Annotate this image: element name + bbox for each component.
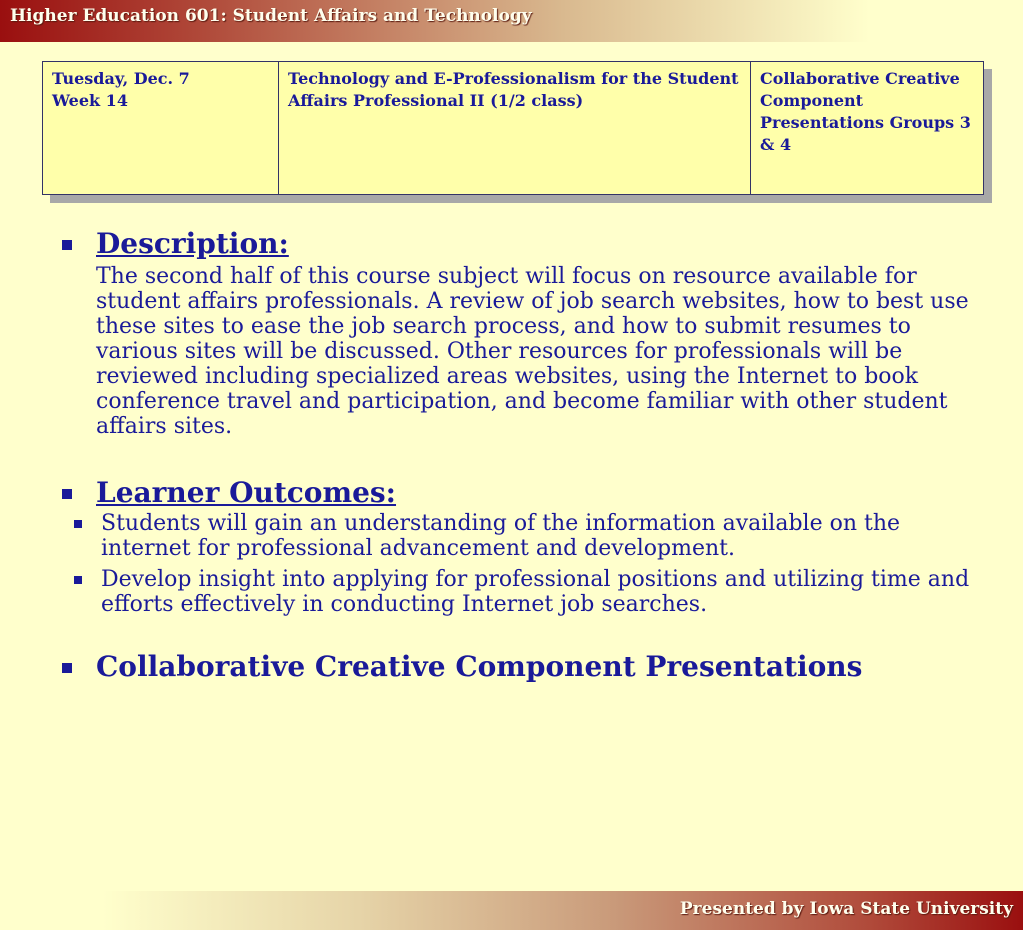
- outcome-text: Develop insight into applying for professional positions and utilizing time and efforts effectively in conducting Internet job searches.: [101, 567, 970, 617]
- learner-outcomes-section: [60, 475, 970, 617]
- header-banner: [0, 0, 1023, 42]
- square-bullet-icon: [74, 576, 82, 584]
- schedule-activity: Collaborative Creative Component Presentations Groups 3 & 4: [760, 69, 971, 154]
- schedule-date: Tuesday, Dec. 7: [52, 69, 190, 88]
- outcome-text: Students will gain an understanding of the information available on the internet for professional advancement and development.: [101, 511, 901, 561]
- schedule-date-cell: [43, 62, 279, 195]
- schedule-activity-cell: [751, 62, 984, 195]
- schedule-row: [43, 62, 984, 195]
- footer-banner: [0, 891, 1023, 930]
- footer-text: Presented by Iowa State University: [679, 899, 1013, 919]
- presentations-heading: Collaborative Creative Component Presentations: [96, 650, 863, 683]
- description-text: The second half of this course subject will focus on resource available for student affairs professionals. A review of job search websites, how to best use these sites to ease the job search process, and how to submit resumes to various sites will be discussed. Other resources for professionals will be reviewed including specialized areas websites, using the Internet to book conference travel and participation, and become familiar with other student affairs sites.: [96, 264, 969, 439]
- slide-content: [60, 226, 970, 685]
- square-bullet-icon: [74, 520, 82, 528]
- square-bullet-icon: [62, 663, 72, 673]
- learner-outcomes-heading: Learner Outcomes:: [96, 476, 397, 509]
- description-heading: Description:: [96, 227, 289, 260]
- presentations-section: [60, 649, 970, 685]
- outcome-item: [60, 511, 970, 561]
- outcome-item: [60, 567, 970, 617]
- schedule-topic-cell: [279, 62, 751, 195]
- square-bullet-icon: [62, 240, 72, 250]
- schedule-table: [42, 61, 984, 195]
- slide-header-title: Higher Education 601: Student Affairs and Technology: [10, 6, 532, 26]
- description-section: [60, 226, 970, 439]
- schedule-week: Week 14: [52, 91, 128, 110]
- schedule-topic: Technology and E-Professionalism for the Student Affairs Professional II (1/2 class): [288, 69, 739, 110]
- square-bullet-icon: [62, 489, 72, 499]
